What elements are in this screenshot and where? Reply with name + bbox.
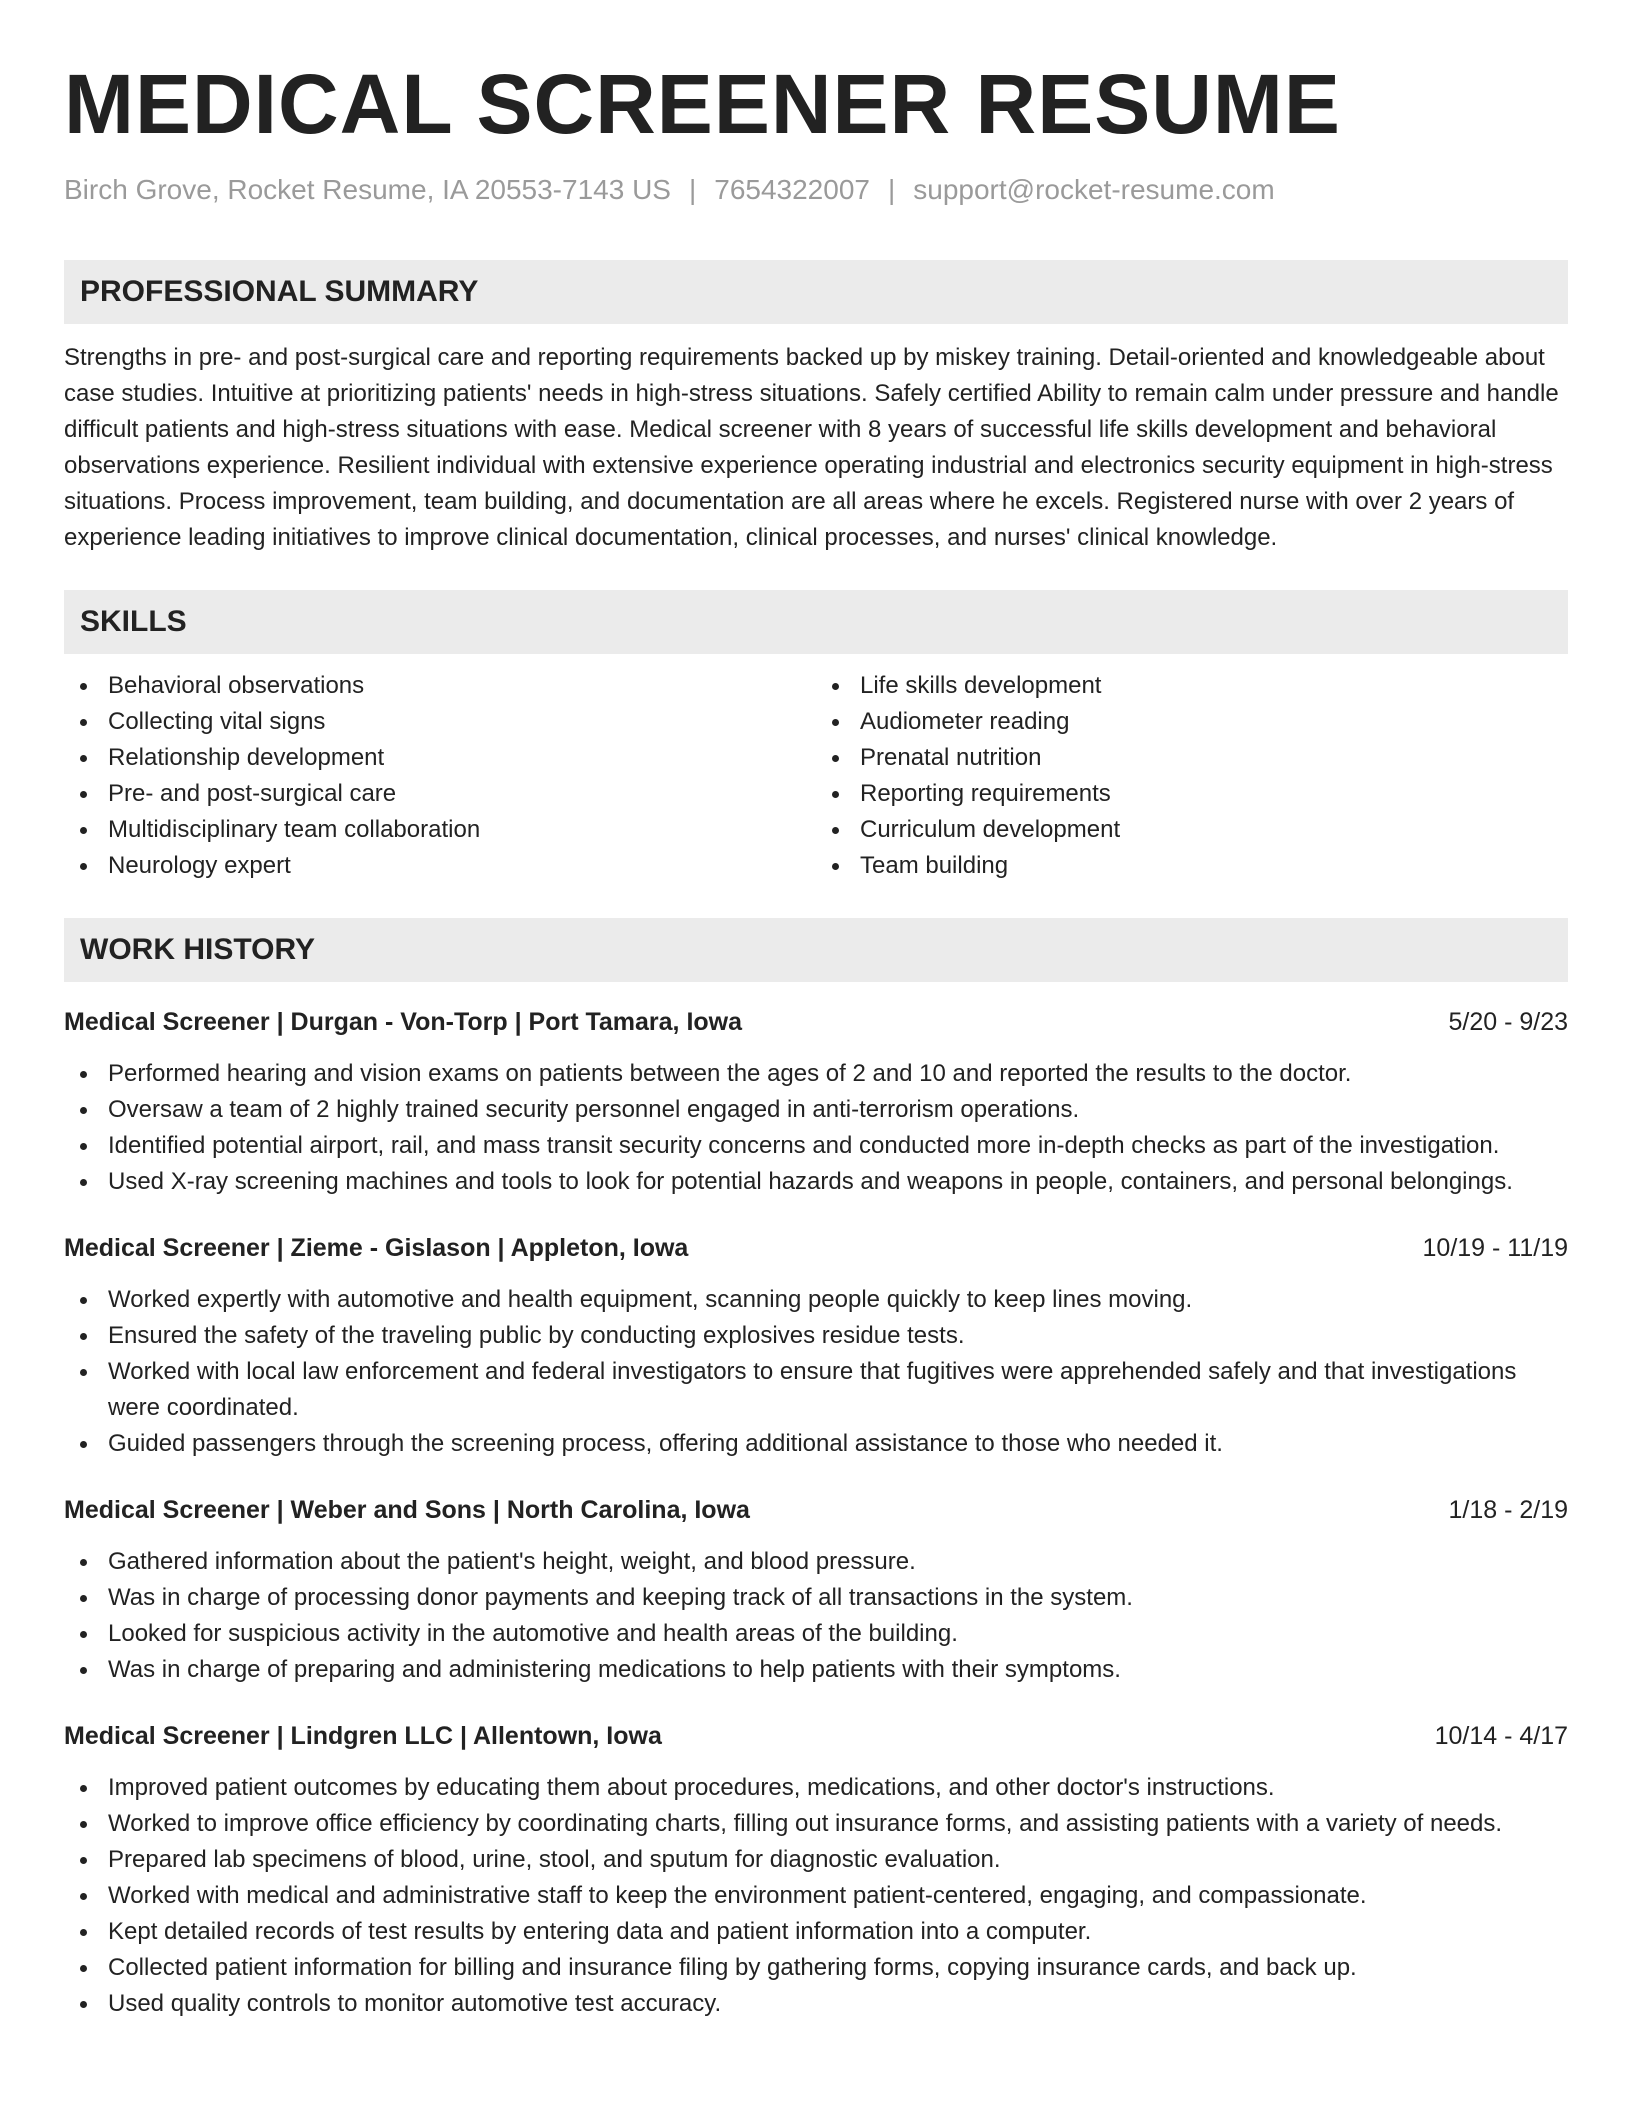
skill-item: Team building xyxy=(816,848,1568,884)
job-bullet: Prepared lab specimens of blood, urine, stool, and sputum for diagnostic evaluation. xyxy=(64,1842,1568,1878)
job-bullet: Identified potential airport, rail, and mass transit security concerns and conducted more in-depth checks as part of the investigation. xyxy=(64,1128,1568,1164)
job-bullet: Worked with local law enforcement and federal investigators to ensure that fugitives were apprehended safely and that investigations were coordinated. xyxy=(64,1354,1568,1426)
skill-item: Reporting requirements xyxy=(816,776,1568,812)
skill-item: Neurology expert xyxy=(64,848,816,884)
summary-heading: PROFESSIONAL SUMMARY xyxy=(64,260,1568,324)
job-entry xyxy=(64,1004,1568,1200)
resume-title: MEDICAL SCREENER RESUME xyxy=(64,57,1341,151)
job-bullet: Worked to improve office efficiency by coordinating charts, filling out insurance forms, and assisting patients with a variety of needs. xyxy=(64,1806,1568,1842)
job-bullet: Used X-ray screening machines and tools to look for potential hazards and weapons in people, containers, and personal belongings. xyxy=(64,1164,1568,1200)
job-header xyxy=(64,1230,1568,1266)
skill-item: Pre- and post-surgical care xyxy=(64,776,816,812)
job-bullet: Guided passengers through the screening process, offering additional assistance to those who needed it. xyxy=(64,1426,1568,1462)
job-title: Medical Screener | Durgan - Von-Torp | Port Tamara, Iowa xyxy=(64,1008,743,1036)
summary-text: Strengths in pre- and post-surgical care and reporting requirements backed up by miskey training. Detail-oriented and knowledgeable about case studies. Intuitive at prioritizing patients' needs in high-stress situations. Safely certified Ability to remain calm under pressure and handle difficult patients and high-stress situations with ease. Medical screener with 8 years of successful life skills development and behavioral observations experience. Resilient individual with extensive experience operating industrial and electronics security equipment in high-stress situations. Process improvement, team building, and documentation are all areas where he excels. Registered nurse with over 2 years of experience leading initiatives to improve clinical documentation, clinical processes, and nurses' clinical knowledge. xyxy=(64,344,1559,551)
contact-separator: | xyxy=(887,174,896,205)
job-title: Medical Screener | Weber and Sons | North Carolina, Iowa xyxy=(64,1496,750,1524)
job-header xyxy=(64,1718,1568,1754)
skill-item: Relationship development xyxy=(64,740,816,776)
contact-separator: | xyxy=(688,174,697,205)
job-bullets xyxy=(64,1056,1568,1200)
skill-item: Life skills development xyxy=(816,668,1568,704)
job-bullet: Performed hearing and vision exams on patients between the ages of 2 and 10 and reported the results to the doctor. xyxy=(64,1056,1568,1092)
job-bullet: Worked expertly with automotive and health equipment, scanning people quickly to keep lines moving. xyxy=(64,1282,1568,1318)
skills-grid xyxy=(64,668,1568,884)
job-header xyxy=(64,1004,1568,1040)
job-dates: 10/14 - 4/17 xyxy=(1434,1722,1568,1750)
job-entry xyxy=(64,1492,1568,1688)
job-dates: 5/20 - 9/23 xyxy=(1448,1008,1568,1036)
contact-address: Birch Grove, Rocket Resume, IA 20553-7143 US xyxy=(64,174,671,205)
contact-phone: 7654322007 xyxy=(714,174,870,205)
job-bullet: Gathered information about the patient's height, weight, and blood pressure. xyxy=(64,1544,1568,1580)
skill-item: Curriculum development xyxy=(816,812,1568,848)
job-bullet: Kept detailed records of test results by entering data and patient information into a computer. xyxy=(64,1914,1568,1950)
job-dates: 10/19 - 11/19 xyxy=(1422,1234,1568,1262)
job-bullet: Looked for suspicious activity in the automotive and health areas of the building. xyxy=(64,1616,1568,1652)
contact-line xyxy=(64,170,1568,210)
job-bullets xyxy=(64,1282,1568,1462)
job-entry xyxy=(64,1718,1568,2022)
job-entry xyxy=(64,1230,1568,1462)
job-bullet: Used quality controls to monitor automotive test accuracy. xyxy=(64,1986,1568,2022)
job-dates: 1/18 - 2/19 xyxy=(1448,1496,1568,1524)
skills-column-right xyxy=(816,668,1568,884)
job-bullet: Improved patient outcomes by educating them about procedures, medications, and other doctor's instructions. xyxy=(64,1770,1568,1806)
skills-heading: SKILLS xyxy=(64,590,1568,654)
job-bullet: Collected patient information for billing and insurance filing by gathering forms, copying insurance cards, and back up. xyxy=(64,1950,1568,1986)
job-title: Medical Screener | Lindgren LLC | Allentown, Iowa xyxy=(64,1722,662,1750)
job-bullets xyxy=(64,1544,1568,1688)
job-header xyxy=(64,1492,1568,1528)
skill-item: Behavioral observations xyxy=(64,668,816,704)
job-bullet: Oversaw a team of 2 highly trained security personnel engaged in anti-terrorism operations. xyxy=(64,1092,1568,1128)
job-bullet: Ensured the safety of the traveling public by conducting explosives residue tests. xyxy=(64,1318,1568,1354)
contact-email: support@rocket-resume.com xyxy=(913,174,1275,205)
skill-item: Prenatal nutrition xyxy=(816,740,1568,776)
skill-item: Collecting vital signs xyxy=(64,704,816,740)
work-history-heading: WORK HISTORY xyxy=(64,918,1568,982)
work-history-list xyxy=(64,1004,1568,2022)
job-bullet: Worked with medical and administrative staff to keep the environment patient-centered, engaging, and compassionate. xyxy=(64,1878,1568,1914)
skills-column-left xyxy=(64,668,816,884)
skill-item: Multidisciplinary team collaboration xyxy=(64,812,816,848)
job-title: Medical Screener | Zieme - Gislason | Appleton, Iowa xyxy=(64,1234,689,1262)
skill-item: Audiometer reading xyxy=(816,704,1568,740)
job-bullet: Was in charge of processing donor payments and keeping track of all transactions in the system. xyxy=(64,1580,1568,1616)
job-bullet: Was in charge of preparing and administering medications to help patients with their symptoms. xyxy=(64,1652,1568,1688)
job-bullets xyxy=(64,1770,1568,2022)
